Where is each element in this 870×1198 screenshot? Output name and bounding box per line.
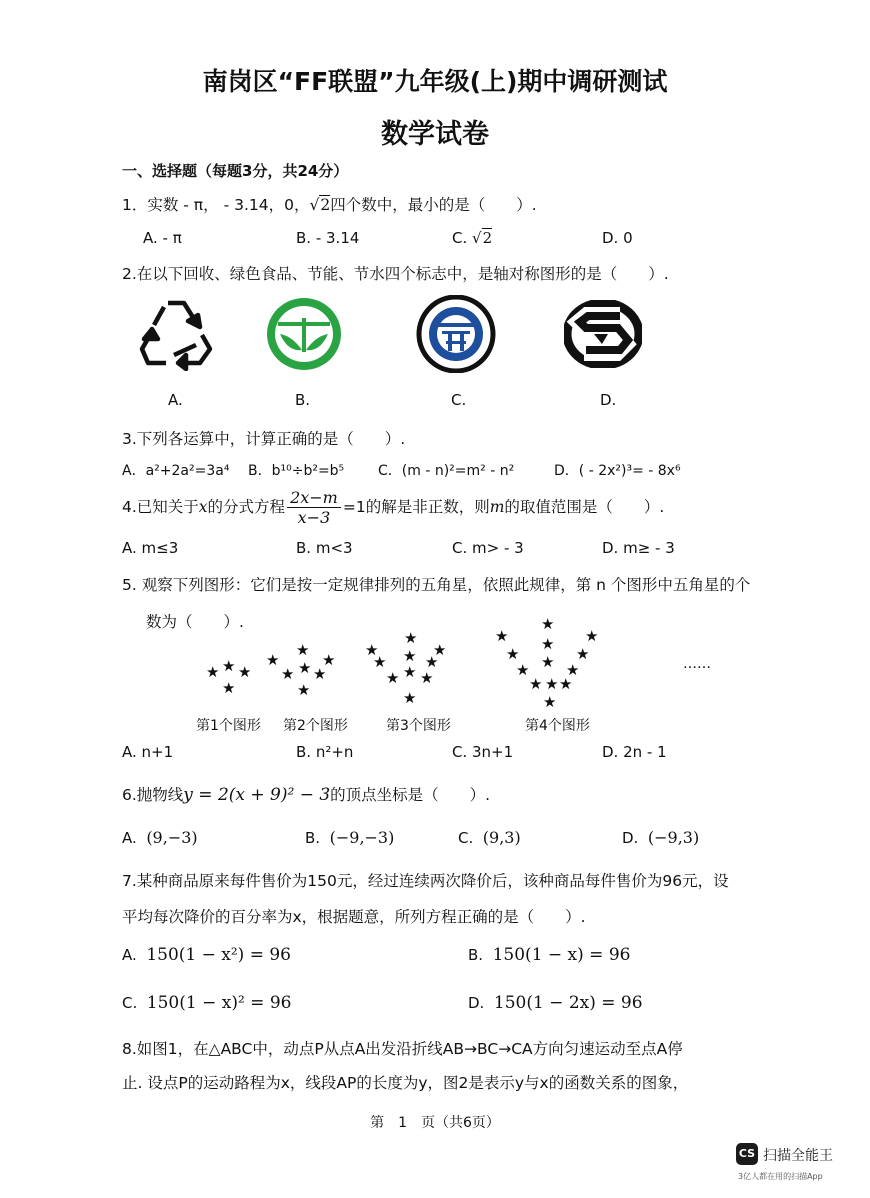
q2-label-a: A. bbox=[168, 391, 183, 409]
question-6: 6.抛物线y = 2(x + 9)² − 3的顶点坐标是（ ）. bbox=[122, 785, 491, 805]
q5-option-c: C. 3n+1 bbox=[452, 743, 514, 761]
question-8-line1: 8.如图1，在△ABC中，动点P从点A出发沿折线AB→BC→CA方向匀速运动至点A停 bbox=[122, 1040, 683, 1058]
star-glyph: ★ bbox=[516, 661, 530, 679]
star-glyph: ★ bbox=[543, 693, 557, 711]
star-glyph: ★ bbox=[238, 663, 252, 681]
q1-option-d: D. 0 bbox=[602, 229, 633, 247]
star-glyph: ★ bbox=[266, 651, 280, 669]
fraction: $\frac{2x-m}{x-3}$ bbox=[287, 488, 341, 527]
exam-title: 南岗区“FF联盟”九年级(上)期中调研测试 bbox=[202, 67, 668, 96]
recycle-logo-icon bbox=[138, 297, 214, 371]
star-glyph: ★ bbox=[495, 627, 509, 645]
q7-option-c: C. 150(1 − x)² = 96 bbox=[122, 993, 292, 1013]
question-2: 2.在以下回收、绿色食品、节能、节水四个标志中，是轴对称图形的是（ ）. bbox=[122, 265, 669, 283]
q2-label-b: B. bbox=[295, 391, 311, 409]
star-glyph: ★ bbox=[297, 681, 311, 699]
q6-option-b: B. (−9,−3) bbox=[305, 828, 395, 847]
q4-option-c: C. m> - 3 bbox=[452, 539, 524, 557]
q1-option-a: A. - π bbox=[143, 229, 182, 247]
star-glyph: ★ bbox=[420, 669, 434, 687]
pattern-ellipsis: …… bbox=[683, 656, 711, 672]
figure-caption-2: 第2个图形 bbox=[283, 718, 348, 734]
star-glyph: ★ bbox=[298, 659, 312, 677]
star-glyph: ★ bbox=[322, 651, 336, 669]
q3-option-c: C．(m - n)²=m² - n² bbox=[378, 463, 515, 479]
question-1: 1．实数 - π， - 3.14，0，√2四个数中，最小的是（ ）. bbox=[122, 196, 537, 214]
star-glyph: ★ bbox=[566, 661, 580, 679]
question-3: 3.下列各运算中，计算正确的是（ ）. bbox=[122, 430, 406, 448]
energy-saving-logo-icon bbox=[416, 295, 496, 373]
q4-option-d: D. m≥ - 3 bbox=[602, 539, 675, 557]
q5-option-d: D. 2n - 1 bbox=[602, 743, 667, 761]
star-glyph: ★ bbox=[433, 641, 447, 659]
star-glyph: ★ bbox=[541, 615, 555, 633]
question-5-line1: 5. 观察下列图形：它们是按一定规律排列的五角星，依照此规律，第 n 个图形中五角星的个 bbox=[122, 576, 751, 594]
q6-option-a: A. (9,−3) bbox=[122, 828, 198, 847]
star-glyph: ★ bbox=[373, 653, 387, 671]
water-saving-logo-icon bbox=[564, 300, 642, 368]
q1-option-c: C. √2 bbox=[452, 229, 493, 247]
q5-option-a: A. n+1 bbox=[122, 743, 174, 761]
star-glyph: ★ bbox=[541, 635, 555, 653]
page-footer: 第 1 页（共6页） bbox=[370, 1115, 500, 1131]
star-glyph: ★ bbox=[559, 675, 573, 693]
figure-caption-4: 第4个图形 bbox=[525, 718, 590, 734]
sqrt-symbol: √2 bbox=[309, 196, 331, 214]
question-4: 4.已知关于x的分式方程 $\frac{2x-m}{x-3}$ =1的解是非正数，则m的取值范围是（ ）. bbox=[122, 488, 665, 527]
q3-option-a: A．a²+2a²=3a⁴ bbox=[122, 463, 230, 479]
star-glyph: ★ bbox=[506, 645, 520, 663]
figure-caption-1: 第1个图形 bbox=[196, 718, 261, 734]
green-food-logo-icon bbox=[264, 296, 344, 372]
exam-subtitle: 数学试卷 bbox=[381, 119, 489, 150]
star-glyph: ★ bbox=[365, 641, 379, 659]
star-glyph: ★ bbox=[585, 627, 599, 645]
q2-label-d: D. bbox=[600, 391, 617, 409]
watermark-tagline: 3亿人都在用的扫描App bbox=[738, 1172, 823, 1181]
star-glyph: ★ bbox=[296, 641, 310, 659]
figure-caption-3: 第3个图形 bbox=[386, 718, 451, 734]
star-glyph: ★ bbox=[206, 663, 220, 681]
star-glyph: ★ bbox=[222, 657, 236, 675]
q7-option-a: A. 150(1 − x²) = 96 bbox=[122, 945, 291, 965]
q4-option-b: B. m<3 bbox=[296, 539, 353, 557]
question-8-line2: 止. 设点P的运动路程为x，线段AP的长度为y，图2是表示y与x的函数关系的图象， bbox=[122, 1074, 689, 1092]
star-glyph: ★ bbox=[313, 665, 327, 683]
star-glyph: ★ bbox=[425, 653, 439, 671]
q7-option-d: D. 150(1 − 2x) = 96 bbox=[468, 993, 643, 1013]
star-glyph: ★ bbox=[281, 665, 295, 683]
star-glyph: ★ bbox=[403, 689, 417, 707]
q3-option-d: D．( - 2x²)³= - 8x⁶ bbox=[554, 463, 681, 479]
star-glyph: ★ bbox=[403, 663, 417, 681]
q3-option-b: B．b¹⁰÷b²=b⁵ bbox=[248, 463, 345, 479]
q1-option-b: B. - 3.14 bbox=[296, 229, 360, 247]
star-glyph: ★ bbox=[222, 679, 236, 697]
star-glyph: ★ bbox=[545, 675, 559, 693]
star-glyph: ★ bbox=[541, 653, 555, 671]
q5-option-b: B. n²+n bbox=[296, 743, 354, 761]
watermark-name: 扫描全能王 bbox=[763, 1148, 833, 1164]
q6-option-d: D. (−9,3) bbox=[622, 828, 700, 847]
star-glyph: ★ bbox=[576, 645, 590, 663]
camscanner-logo-icon: CS bbox=[736, 1143, 758, 1165]
q2-label-c: C. bbox=[451, 391, 467, 409]
question-7-line2: 平均每次降价的百分率为x，根据题意，所列方程正确的是（ ）. bbox=[122, 908, 586, 926]
section-heading: 一、选择题（每题3分，共24分） bbox=[122, 162, 349, 180]
star-glyph: ★ bbox=[386, 669, 400, 687]
parabola-expression: y = 2(x + 9)² − 3 bbox=[183, 785, 331, 805]
q4-option-a: A. m≤3 bbox=[122, 539, 179, 557]
question-7-line1: 7.某种商品原来每件售价为150元，经过连续两次降价后，该种商品每件售价为96元，设 bbox=[122, 872, 729, 890]
question-5-line2: 数为（ ）. bbox=[146, 613, 244, 631]
star-glyph: ★ bbox=[404, 629, 418, 647]
star-glyph: ★ bbox=[529, 675, 543, 693]
q7-option-b: B. 150(1 − x) = 96 bbox=[468, 945, 631, 965]
star-glyph: ★ bbox=[403, 647, 417, 665]
q6-option-c: C. (9,3) bbox=[458, 828, 521, 847]
